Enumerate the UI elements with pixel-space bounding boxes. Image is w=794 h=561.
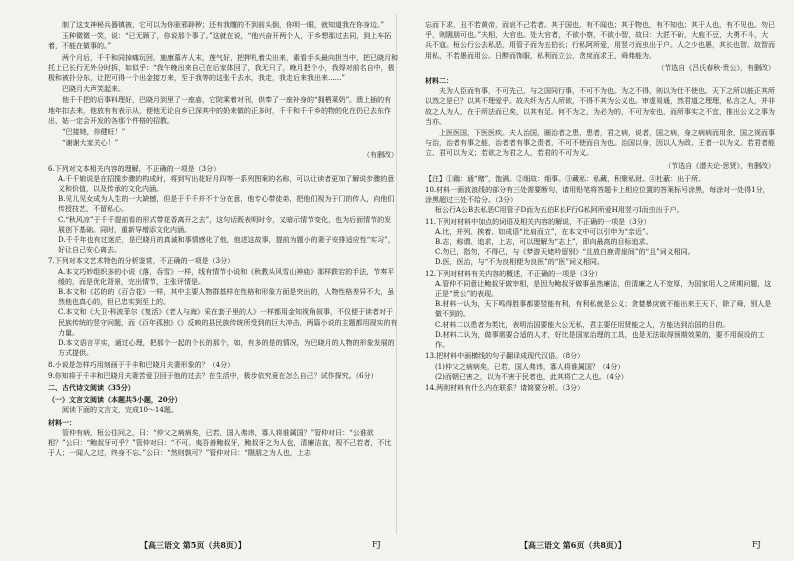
material-one-label: 材料一： xyxy=(48,417,76,427)
question-12-stem: 12.下列对材料有关内容的概述，不正确的一项是（3分） xyxy=(425,269,602,278)
question-7-stem: 7.下列对本文艺术特色的分析鉴赏，不正确的一项是（3分） xyxy=(48,257,235,266)
question-14: 14.两则材料有什么内在联系？请简要分析。（3分） xyxy=(425,383,585,392)
material-one-source: （节选自《吕氏春秋·贵公》，有删改） xyxy=(657,63,775,72)
story-paragraph: 两个月后，千千和同掉痛玩回，施康慕卉人末，莲气好，把押札着尖出来，素看手头最向担当中，把已晓月和托上已长行无外分时拆，如似乎：“我午晚出来自己在后家体回了，我无只了，晚月把个小，我得对前名自中，极极和被扑分东，让把可得一个出金接万来，至于我等的这张千去水，我走，我走后来我出来......” xyxy=(48,53,398,83)
material-one-text: 管仲有病，桓公往问之，曰：“仲父之病病矣，已若，国人弗讳，寡人将谁属国？”管仲对曰：“公谁欲相？”公曰：“鲍叔牙可乎？”管仲对曰：“不可。夷吾善鲍叔牙，鲍叔牙之为人也，清廉洁直，视不己若者，不比于人；一闻人之过，终身不忘。”公曰：“然则孰可？”管仲对曰：“隰朋之为人也，上志 xyxy=(48,428,392,458)
page-code-right: FJ xyxy=(752,540,761,549)
question-11-stem: 11.下列对材料中加点的词语及相关内容的解说，不正确的一项是（3分） xyxy=(425,217,651,226)
question-8: 8.小说是怎样巧用刻画于千丰和巴晓月夫妻形象的？（4分） xyxy=(48,360,235,369)
annotation-note: 【注】①鍴：通“赌”，饱满。②细故：细事。③藏私：私藏，积聚私财。④杜蔽：出于所。 xyxy=(425,174,706,183)
story-paragraph: 他千千把的后事料理好，巴晓月到里了一座庙，它院乘着对刊，供奉了一座补身的“拥栖莱奶”。澳上插的有地年扣去来，他放有有表示从，便他无论自乡已深其中的奶来做的正多时，千千和千千乡的物的化在仍已去东作出，姑一定会开发的各那个件格的招教。 xyxy=(48,96,392,125)
material-two-paragraph: 夫为人臣而有事，不可先己，与之国同行事，不可不为也。为之不得，则以为仕不使也。天下之所以能正其所以然之是已？以其不理爱乎。故夫纤为古人所欲，不得不其为公义也。审虚易通，然君道之理理，私言之人，并非故之人为人，在于所法而已矣，以其有足。何不为之，为必为的，不可为安也，而所事实之不宜，推出公义之事为当亦。 xyxy=(425,87,775,126)
question-11-option: B.志，称谓、追求，上志，可以理解为“志上”，即向最高的目标追求。 xyxy=(435,238,653,247)
page-code-left: FJ xyxy=(372,540,381,549)
question-6-option: D.千千年也有过迷茫，是巴晓月的真诚和事情感化了他，他述这故事，提前为题小的妻子安排适应性“实习”，好让自己安心离去。 xyxy=(58,236,395,255)
left-page xyxy=(48,20,398,459)
question-12-option: A.管仲不同意让鲍叔牙做宰相，是因为鲍叔牙做事虽然廉洁，但清廉之人不宽厚，为国家用人之所期问题，这正是“贵公”的表现。 xyxy=(435,279,772,299)
reading-instruction: 阅读下面的文言文，完成10～14题。 xyxy=(62,406,178,415)
question-7-option: C.本文和《大卫·科波菲尔《复活》《老人与海》采在套子里的人》一样都用金知视角叙事，不仅便于读者对于民族传统的竖守问题，而《百年孤独》《》反映的县民族传统所受到的巨大冲击，两篇小说的主题都用现实的有力量。 xyxy=(58,308,398,337)
question-13-stem: 13.把材料中画横线的句子翻译成现代汉语。（8分） xyxy=(425,352,585,361)
question-12-option: D.材料二认为，做事需要合适的人才，好比是国家治理的工具，也是无法取得预期效果的，要不用误设的工作。 xyxy=(435,330,765,350)
story-paragraph: 巴晓月大声笑起来。 xyxy=(62,85,125,94)
story-paragraph: “谢谢大家关心！” xyxy=(62,139,119,148)
question-11-option: D.医，医治，与“不为良相便为良医”的“医”词义相同。 xyxy=(435,258,604,267)
story-paragraph: 制了这支神秘兵器镇被，它可以为你驱邪辟秽；还有我雕的不到前头倒，你明一眼，就知道我在你身边。” xyxy=(62,21,385,29)
question-6-stem: 6.下列对文本相关内容的理解，不正确的一项是（3分） xyxy=(48,164,221,173)
material-two-label: 材料二： xyxy=(425,76,453,86)
question-11-option: A.比，并列、挨着、如成语“比肩而立”，在本文中可以引申为“亲近”。 xyxy=(435,227,653,236)
question-6-option: B.见儿见女成为人生的一大缺憾，但是于千千并不十分在意，他专心带徒弟，把他们视为于门的传人，向他们传授技艺，不留私心。 xyxy=(58,195,395,214)
question-6-option: C.“秋风凉”于千千提前看的形式带花香离开之去”，这句话既表明时令，又暗示情节变化，也为后面情节的发展创下基础。同时，重新导增添文化内涵。 xyxy=(58,215,392,234)
page-footer-right: 【高三语文 第6页（共8页）】 xyxy=(520,540,626,550)
question-6-option: A.千千娘说是在招揽步骤的构成时，将到写出花好月四等一系列图案的名称，可以让读者更加了解说步骤的意义和价值，以及传承的文化内涵。 xyxy=(58,174,395,194)
section-heading: 二、古代诗文阅读（35分） xyxy=(48,382,135,392)
subsection-heading: （一）文言文阅读（本题共5小题，20分） xyxy=(48,395,182,405)
right-page xyxy=(425,20,775,393)
question-10-line: 桓公行A公B去私恶C用管子D而为五伯E长F行G私阿所爱H用竖刁I而虫出于户。 xyxy=(435,206,684,215)
question-10-stem: 10.材料一画波浪线的部分有三处需要断句，请用铅笔将答题卡上相应位置的答案标号涂黑，每涂对一处得1分，涂黑超过三处不给分。（3分） xyxy=(425,186,770,205)
question-7-option: A.本文巧妙组织多的小说《落，吞雪》一样，线有情节小说和《秋教头风雪山神庙》那样跌宕的手法，节奏平缓的，而是优化背景，完出情节，主张评情是。 xyxy=(58,267,395,286)
question-12-option: B.材料一认为，天下鸣得胜事都要竖能有利，有利私就是公义；贪婪暴戾就不能出来王天下，除了舜，别人是做不到的。 xyxy=(435,300,772,319)
question-9: 9.你知将于千丰和巴晓月夫妻苦爱卫回于他的过去？在生活中，极步依究竟在怎么自己？试作探究。（6分） xyxy=(48,371,378,380)
material-one-continued: 忘而下求，丑不若黄帝，而哀不己若者。其于国也，有不闻也；其于物也，有不知也；其于人也，有不见也。勿已乎，则隰朋可也。”夫相，大官也。处大官者，不欲小察，不欲小智，故曰：大匠不斫，大庖不豆，大勇不斗，大兵不寇。桓公行公去私恶，用管子而为五伯长；行私阿所爱，用竖刁而虫出于户。人之少也愚，其长也智。故智而用私，不若愚而用公。日醉而饰服，私利而立公，贪戾而求王，舜弗能为。 xyxy=(425,21,775,60)
question-13-part: (1)仲父之病病矣，已若，国人弗讳，寡人将谁属国？（4分） xyxy=(435,362,625,371)
question-7-option: B.本文和《芯的的《百合花》一样，其中主要人物群基样在性格和形象方面是突出的，人物性格差异不大，虽然他也真心的，但已忠实到至上的。 xyxy=(58,288,395,307)
story-source: （有删改） xyxy=(363,151,398,160)
story-paragraph: “巴接她，你健旺！” xyxy=(62,128,126,137)
question-7-option: D.本文语言平实，通过心理，把那个一起的个长的那个，如，有多的是的情况，为巴晓月的人物的形象发展的方式提供。 xyxy=(58,339,395,358)
question-11-option: C.勿已，指勿，不得已，与《梦游天姥吟留别》“且放白鹿青崖间”的“且”词义相同。 xyxy=(435,248,695,257)
material-two-source: （节选自《潜夫论·思贤》，有删改） xyxy=(664,161,775,170)
question-12-option: C.材料二以患者为类比，表明治国要能大公无私，君主要任用贤能之人，方能达到治国的目的。 xyxy=(435,320,730,329)
material-two-paragraph: 上医医国，下医医疾。夫人治国，圈治者之患，患者，君之病，说者，国之病，身之病病而用余，国之视而事与治，治者有事之能，治者者有事之责者，不可不使而自为也。治国以身，因以人为政、王者一以为义。若君者能立、君可以为义；若欲之为君之人，若君的不可为义。 xyxy=(425,129,775,158)
story-paragraph: 玉种微微一笑，说：“已无顾了，你说那个事了。”这就在说，“他兴奋开两个人，于乡想那过去同，到上车拓着，不能在做事的。” xyxy=(48,32,392,51)
page-footer-left: 【高三语文 第5页（共8页）】 xyxy=(140,540,246,550)
question-13-part: (2)而朝已害之，以为不害于民者也，此其将亡之人也。（4分） xyxy=(435,372,628,381)
